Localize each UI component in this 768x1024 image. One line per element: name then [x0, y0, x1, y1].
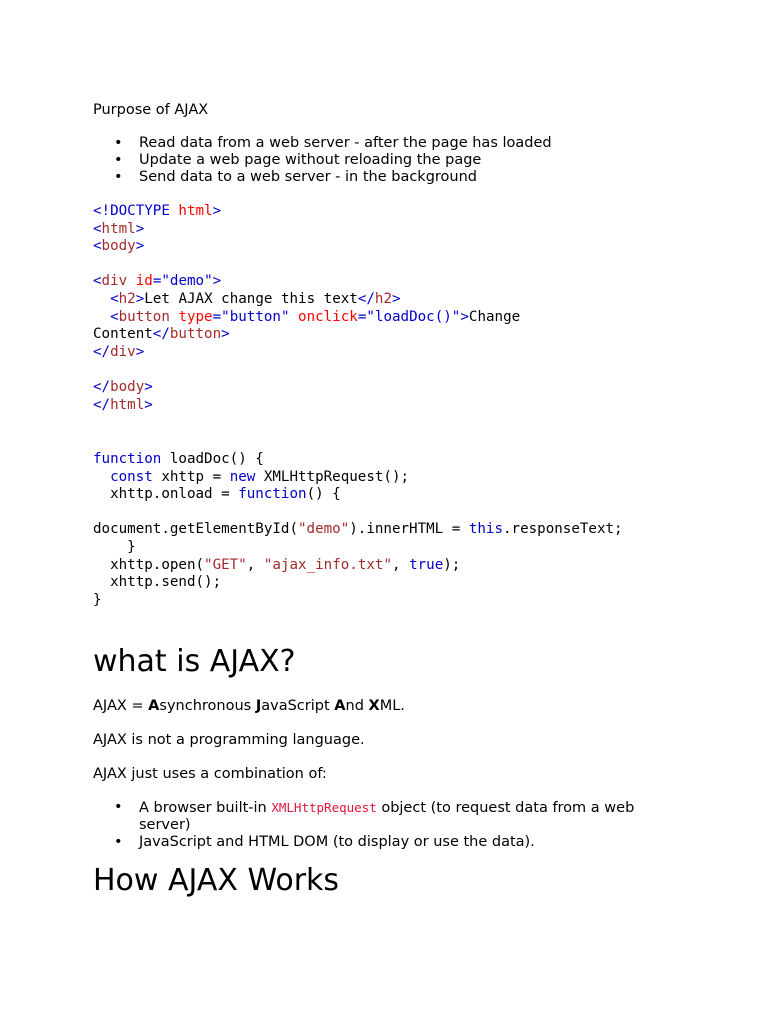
- list-item: • Send data to a web server - in the background: [93, 169, 679, 186]
- list-item: • JavaScript and HTML DOM (to display or use the data).: [93, 834, 679, 851]
- combination-list: [93, 799, 679, 851]
- combination-intro: AJAX just uses a combination of:: [93, 766, 327, 782]
- list-item: • Update a web page without reloading the page: [93, 152, 679, 169]
- what-is-ajax-heading: what is AJAX?: [93, 644, 296, 679]
- js-code-block: function loadDoc() { const xhttp = new XMLHttpRequest(); xhttp.onload = function() { document.getElementById("demo").innerHTML = this.responseText; } xhttp.open("GET", "ajax_info.txt", true); xhttp.send(); }: [93, 451, 623, 608]
- html-code-block: <!DOCTYPE html> <html> <body> <div id="demo"> <h2>Let AJAX change this text</h2> <button type="button" onclick="loadDoc()">Change Content</button> </div> </body> </html>: [93, 203, 521, 413]
- not-programming-language: AJAX is not a programming language.: [93, 732, 365, 748]
- purpose-list: [93, 135, 679, 186]
- ajax-definition: AJAX = Asynchronous JavaScript And XML.: [93, 698, 405, 714]
- list-item: • A browser built-in XMLHttpRequest object (to request data from a web server): [93, 799, 679, 834]
- how-ajax-works-heading: How AJAX Works: [93, 863, 340, 898]
- inline-code: XMLHttpRequest: [271, 800, 377, 815]
- purpose-title: Purpose of AJAX: [93, 102, 209, 118]
- list-item: • Read data from a web server - after the page has loaded: [93, 135, 679, 152]
